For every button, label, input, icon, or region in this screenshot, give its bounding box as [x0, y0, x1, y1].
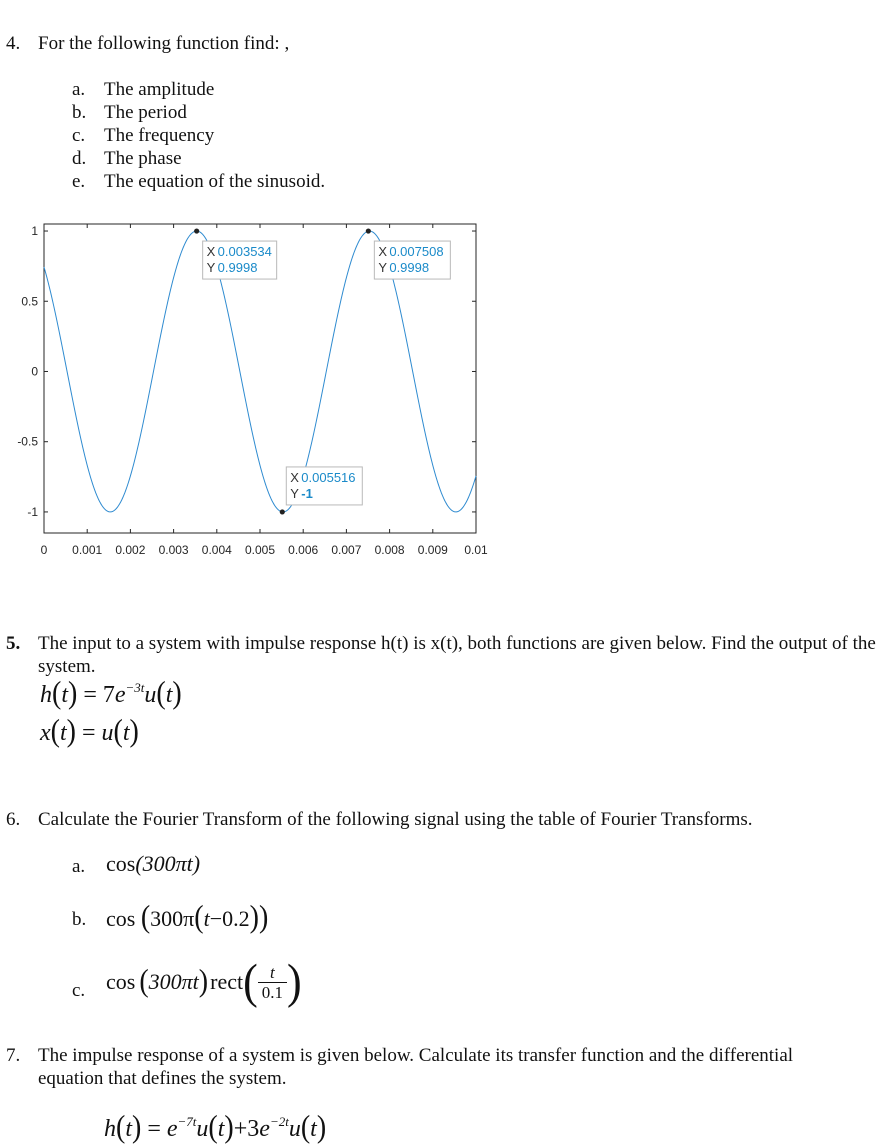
q5-eq1-coef: 7 [102, 682, 115, 708]
q6-b-arg-c: 0.2 [222, 906, 250, 931]
datatip-x-label: X [378, 244, 388, 260]
q7-eq-exp1: −7t [177, 1114, 197, 1129]
q7-eq-var3: t [310, 1116, 317, 1142]
q6-c-den: 0.1 [261, 982, 283, 1002]
q6-item-a-expr [106, 851, 200, 877]
q5-equation-h: $h(t) = 7e^{-3t}u(t)$ [40, 675, 182, 712]
datatip-x-label: X [206, 244, 216, 260]
q5-eq1-lhs: h [40, 682, 52, 708]
q6-c-func: cos [106, 969, 136, 994]
x-tick-label: 0.007 [331, 543, 362, 557]
q6-c-arg-a: 300πt [148, 969, 199, 994]
plot-area [17, 224, 488, 557]
y-tick-label: 0 [31, 364, 38, 379]
x-tick-label: 0.005 [244, 543, 276, 557]
q6-item-c-label: c. [72, 980, 86, 1001]
q5-equation-x: x(t) = u(t) [40, 713, 139, 750]
q4-item-c-label: c. [72, 125, 86, 146]
y-tick-label: -0.5 [17, 434, 38, 449]
x-tick-label: 0.009 [417, 543, 448, 557]
q4-number: 4. [6, 33, 21, 54]
q4-item-d-text: The phase [104, 148, 182, 169]
q7-eq-u2: u [288, 1116, 301, 1142]
q7-eq-base2: e [259, 1116, 270, 1142]
sinusoid-plot [0, 210, 500, 590]
datatip-y-value: 0.9998 [389, 260, 430, 276]
q6-item-b-label: b. [72, 909, 87, 930]
q4-item-e-label: e. [72, 171, 86, 192]
q5-eq1-var: t [61, 682, 68, 708]
datatip-x-value: 0.007508 [389, 244, 444, 260]
q6-item-c-expr: cos ( 300πt ) rect ( $\frac{t}{0.1}$ ) [106, 954, 302, 1009]
datatip-y-value: 0.9998 [217, 260, 258, 276]
q5-eq1-base: e [114, 682, 126, 708]
q4-item-b-label: b. [72, 102, 87, 123]
y-tick-label: 1 [31, 224, 38, 239]
datatip-x-value: 0.003534 [217, 244, 272, 260]
q6-text: Calculate the Fourier Transform of the following signal using the table of Fourier Transforms. [38, 809, 753, 830]
q5-eq2-rhs: u [101, 720, 114, 746]
q7-eq-coef2: 3 [247, 1116, 260, 1142]
x-tick-label: 0.002 [115, 543, 146, 557]
q5-eq2-var: t [59, 720, 67, 746]
q6-b-arg-a: 300π [150, 906, 195, 931]
q6-b-arg-b: t [203, 906, 210, 931]
datatip-y-label: Y [290, 485, 299, 501]
x-tick-label: 0.008 [374, 543, 405, 557]
q4-item-b-text: The period [104, 102, 187, 123]
datatip-marker [280, 509, 285, 514]
datatip-marker [366, 228, 371, 233]
q5-eq2-lhs: x [40, 720, 51, 746]
datatip-y-label: Y [206, 260, 216, 276]
q6-c-num: t [258, 963, 287, 983]
q6-b-func: cos [106, 906, 136, 931]
datatip-x-value: 0.005516 [301, 469, 356, 485]
q4-item-c-text: The frequency [104, 125, 215, 146]
datatip-y-value: -1 [301, 485, 313, 501]
q6-number: 6. [6, 809, 21, 830]
q7-eq-exp2: −2t [269, 1114, 289, 1129]
datatip-marker [194, 228, 199, 233]
q5-eq1-tail: u [144, 682, 157, 708]
q5-number: 5. [6, 633, 21, 654]
q6-a-func: cos [106, 851, 136, 876]
q7-eq-var2: t [217, 1116, 225, 1142]
x-tick-label: 0.01 [464, 543, 488, 557]
x-tick-label: 0.003 [158, 543, 189, 557]
y-tick-label: -1 [27, 504, 38, 519]
q7-number: 7. [6, 1045, 21, 1066]
q7-eq-lhs: h [104, 1116, 116, 1142]
q7-eq-base1: e [166, 1116, 178, 1142]
q5-text: The input to a system with impulse response h(t) is x(t), both functions are given below. Find the output of the system. [38, 633, 876, 677]
y-tick-label: 0.5 [21, 294, 38, 309]
q4-item-e-text: The equation of the sinusoid. [104, 171, 326, 192]
datatip-x-label: X [290, 469, 299, 485]
q6-a-arg: (300πt) [135, 851, 201, 876]
q4-item-d-label: d. [72, 148, 87, 169]
q4-item-a-text: The amplitude [104, 79, 215, 100]
q7-text: The impulse response of a system is given below. Calculate its transfer function and the differential equation that defines the system. [38, 1045, 794, 1089]
q7-equation: $h(t) = e^{-7t}u(t)+3e^{-2t}u(t)$ [104, 1109, 327, 1146]
q6-item-a-label: a. [72, 856, 86, 877]
x-tick-label: 0.006 [288, 543, 319, 557]
q4-item-a-label: a. [72, 79, 86, 100]
x-tick-label: 0.001 [72, 543, 103, 557]
datatip-y-label: Y [378, 260, 388, 276]
q6-c-rect: rect [210, 969, 244, 994]
q4-text: For the following function find: , [38, 33, 290, 54]
q6-c-fraction [258, 963, 287, 1002]
q5-eq2-var2: t [122, 720, 130, 746]
x-tick-label: 0.004 [201, 543, 232, 557]
x-tick-label: 0 [40, 543, 48, 557]
q5-eq1-var2: t [165, 682, 173, 708]
q6-item-b-expr: cos (300π(t−0.2)) [106, 899, 269, 936]
q7-eq-u1: u [196, 1116, 209, 1142]
q7-eq-var: t [125, 1116, 132, 1142]
q5-eq1-exp: −3t [125, 680, 145, 695]
